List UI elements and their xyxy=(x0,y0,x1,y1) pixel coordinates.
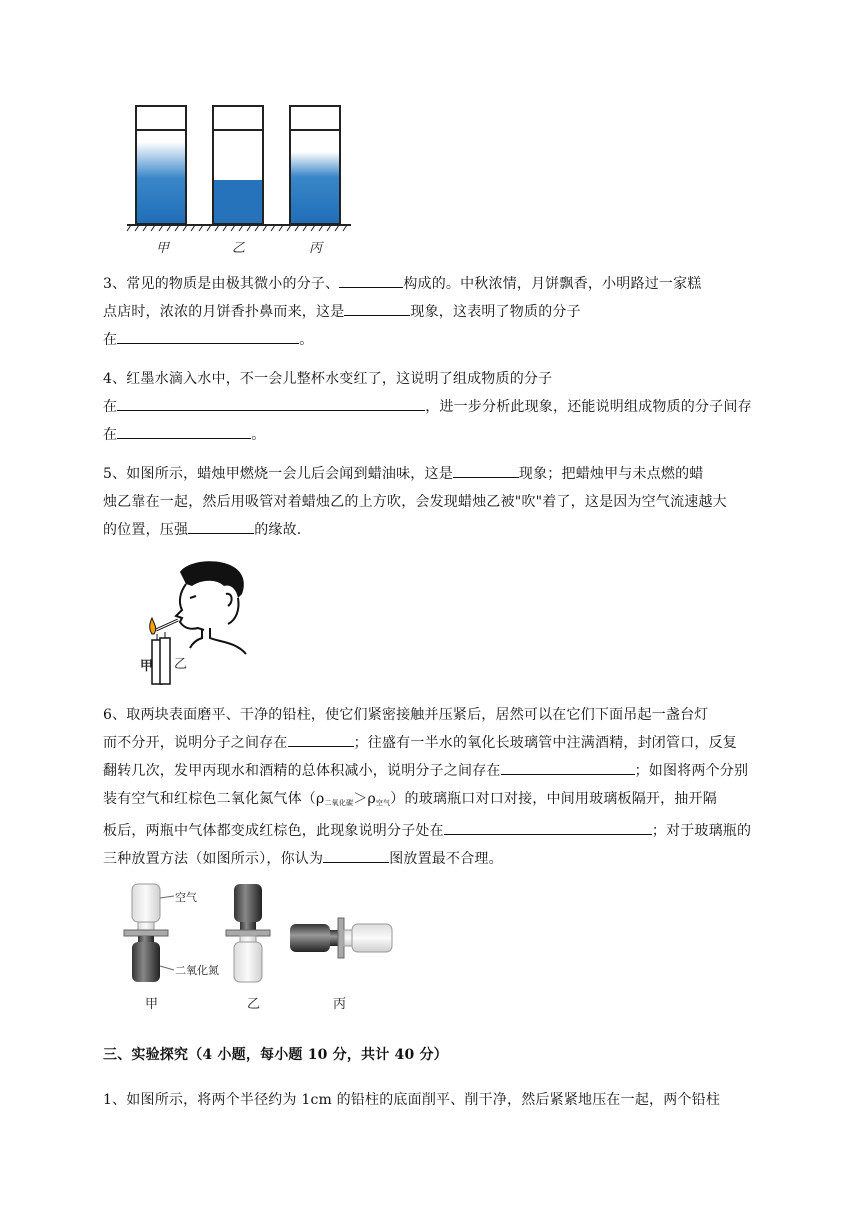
fig2-label-jia: 甲 xyxy=(140,659,154,674)
q6-blank-2 xyxy=(501,760,635,775)
q3-text: 在 xyxy=(103,332,118,348)
fig3-label-yi: 乙 xyxy=(247,997,261,1012)
fig3-label-bing: 丙 xyxy=(333,997,347,1012)
q5-text: 的缘故. xyxy=(254,522,302,538)
q4-text: 在 xyxy=(103,399,118,415)
fig3-label-air: 空气 xyxy=(175,891,197,904)
fig3-label-jia: 甲 xyxy=(145,997,159,1012)
q5-text: 现象；把蜡烛甲与未点燃的蜡 xyxy=(518,466,704,482)
q6-text: 板后，两瓶中气体都变成红棕色，此现象说明分子处在 xyxy=(103,823,444,839)
q3-blank-2 xyxy=(344,301,410,316)
q6-text: 图放置最不合理。 xyxy=(389,851,503,867)
q6-subscript: 二氧化碳 xyxy=(324,799,354,807)
q4-text: 在 xyxy=(103,427,118,443)
q6-text: ；如图将两个分别 xyxy=(634,763,749,779)
q4-text: 4、红墨水滴入水中，不一会儿整杯水变红了，这说明了组成物质的分子 xyxy=(103,371,553,387)
fig1-label-yi: 乙 xyxy=(232,241,246,256)
q4-text: 。 xyxy=(251,427,266,443)
q5-text: 烛乙靠在一起，然后用吸管对着蜡烛乙的上方吹，会发现蜡烛乙被"吹"着了，这是因为空气流速越大 xyxy=(103,494,727,510)
q3-text: 3、常见的物质是由极其微小的分子、 xyxy=(103,276,340,292)
fig1-label-bing: 丙 xyxy=(309,241,323,256)
q6-text: ）的玻璃瓶口对口对接，中间用玻璃板隔开，抽开隔 xyxy=(390,791,717,807)
question-3 xyxy=(103,270,803,354)
q3-blank-3 xyxy=(117,329,299,344)
q5-blank-1 xyxy=(453,463,519,478)
q6-text: ；往盛有一半水的氧化长玻璃管中注满酒精，封闭管口，反复 xyxy=(353,735,738,751)
question-6 xyxy=(103,701,803,873)
q6-text: ；对于玻璃瓶的 xyxy=(651,823,752,839)
fig3-label-no2: 二氧化氮 xyxy=(175,964,219,977)
question-4 xyxy=(103,365,803,449)
q4-text: ，进一步分析此现象，还能说明组成物质的分子间存 xyxy=(425,399,752,415)
q6-text: 翻转几次，发甲丙现水和酒精的总体积减小，说明分子之间存在 xyxy=(103,763,501,779)
q6-text: 而不分开，说明分子之间存在 xyxy=(103,735,288,751)
fig1-label-jia: 甲 xyxy=(156,241,170,256)
q5-text: 的位置，压强 xyxy=(103,522,189,538)
q4-blank-1 xyxy=(117,396,425,411)
q6-blank-1 xyxy=(288,732,354,747)
question-5 xyxy=(103,460,803,544)
q5-blank-2 xyxy=(188,519,254,534)
three-cylinders-figure xyxy=(125,100,355,240)
q3-text: 现象，这表明了物质的分子 xyxy=(410,304,581,320)
q6-text: ＞ρ xyxy=(353,791,376,807)
gas-bottles-figure xyxy=(118,880,408,990)
q6-text: 6、取两块表面磨平、干净的铅柱，使它们紧密接触并压紧后，居然可以在它们下面吊起一盏台灯 xyxy=(103,707,709,723)
q3-text: 点店时，浓浓的月饼香扑鼻而来，这是 xyxy=(103,304,345,320)
q6-blank-3 xyxy=(444,820,652,835)
q3-text: 构成的。中秋浓情，月饼飘香，小明路过一家糕 xyxy=(403,276,702,292)
section-3-question-1: 1、如图所示，将两个半径约为 1cm 的铅柱的底面削平、削干净，然后紧紧地压在一起，两个铅柱 xyxy=(103,1092,721,1108)
q3-text: 。 xyxy=(299,332,314,348)
boy-blowing-candle-figure xyxy=(140,558,250,688)
q6-blank-4 xyxy=(323,848,389,863)
q6-text: 三种放置方法（如图所示），你认为 xyxy=(103,851,324,867)
q6-subscript: 空气 xyxy=(375,799,391,807)
section-3-title: 三、实验探究（4 小题，每小题 10 分，共计 40 分） xyxy=(103,1047,448,1063)
fig2-label-yi: 乙 xyxy=(174,657,188,672)
q5-text: 5、如图所示，蜡烛甲燃烧一会儿后会闻到蜡油味，这是 xyxy=(103,466,453,482)
q3-blank-1 xyxy=(339,273,403,288)
q6-text: 装有空气和红棕色二氧化氮气体（ρ xyxy=(103,791,325,807)
q4-blank-2 xyxy=(117,424,251,439)
